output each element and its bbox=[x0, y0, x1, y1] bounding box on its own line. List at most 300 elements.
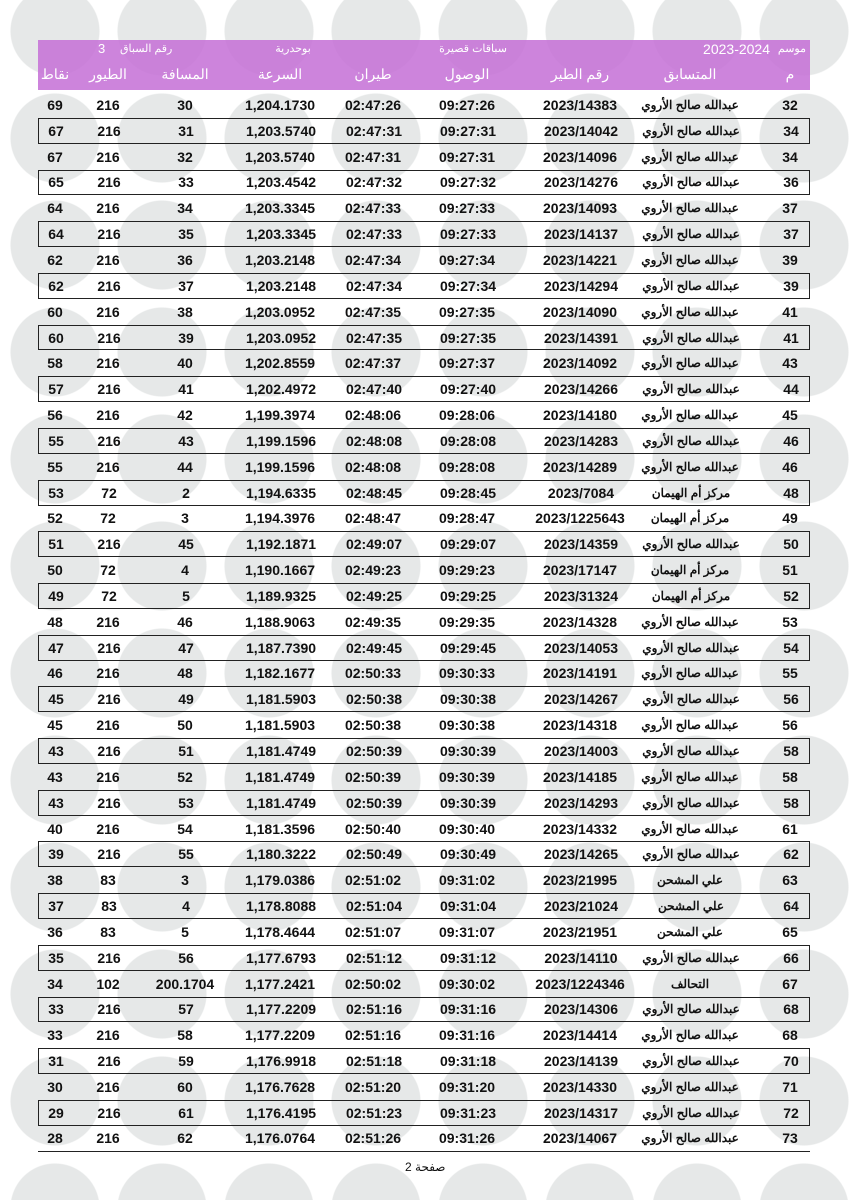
cell-arrival: 09:30:39 bbox=[439, 743, 497, 760]
cell-points: 64 bbox=[47, 200, 63, 217]
cell-distance: 46 bbox=[177, 613, 193, 630]
cell-distance: 49 bbox=[178, 691, 194, 708]
cell-arrival: 09:27:26 bbox=[438, 96, 496, 113]
cell-rank: 34 bbox=[783, 122, 799, 139]
cell-arrival: 09:27:34 bbox=[439, 277, 497, 294]
cell-ring: 2023/14283 bbox=[544, 432, 618, 449]
table-row bbox=[38, 712, 810, 738]
cell-competitor: عبدالله صالح الأروي bbox=[641, 1028, 739, 1043]
cell-ring: 2023/14003 bbox=[544, 743, 618, 760]
table-row bbox=[38, 816, 810, 842]
cell-rank: 39 bbox=[782, 251, 798, 268]
cell-birds: 72 bbox=[101, 484, 117, 501]
cell-rank: 43 bbox=[782, 355, 798, 372]
cell-arrival: 09:27:40 bbox=[439, 381, 497, 398]
table-row bbox=[38, 997, 810, 1023]
cell-speed: 1,204.1730 bbox=[244, 96, 316, 113]
cell-birds: 216 bbox=[96, 303, 120, 320]
cell-flight: 02:50:39 bbox=[345, 794, 403, 811]
table-row bbox=[38, 790, 810, 816]
cell-birds: 216 bbox=[97, 226, 121, 243]
cell-speed: 1,202.8559 bbox=[244, 355, 316, 372]
cell-distance: 44 bbox=[177, 458, 193, 475]
cell-distance: 56 bbox=[178, 949, 194, 966]
cell-ring: 2023/14137 bbox=[544, 226, 618, 243]
cell-arrival: 09:27:33 bbox=[439, 226, 497, 243]
cell-distance: 47 bbox=[178, 639, 194, 656]
cell-points: 65 bbox=[48, 174, 64, 191]
cell-rank: 72 bbox=[783, 1104, 799, 1121]
cell-competitor: عبدالله صالح الأروي bbox=[642, 1054, 740, 1069]
cell-birds: 216 bbox=[97, 122, 121, 139]
cell-speed: 1,181.4749 bbox=[245, 794, 317, 811]
col-flight: طيران bbox=[354, 66, 392, 82]
table-row bbox=[38, 170, 810, 196]
cell-points: 67 bbox=[47, 148, 63, 165]
table-row bbox=[38, 1074, 810, 1100]
cell-ring: 2023/7084 bbox=[547, 484, 615, 501]
cell-competitor: عبدالله صالح الأروي bbox=[642, 433, 740, 448]
cell-ring: 2023/1224346 bbox=[535, 975, 625, 992]
cell-distance: 35 bbox=[178, 226, 194, 243]
cell-birds: 216 bbox=[97, 432, 121, 449]
cell-rank: 58 bbox=[783, 794, 799, 811]
cell-ring: 2023/14383 bbox=[543, 96, 617, 113]
cell-flight: 02:51:07 bbox=[344, 923, 402, 940]
cell-arrival: 09:28:06 bbox=[438, 407, 496, 424]
cell-competitor: عبدالله صالح الأروي bbox=[642, 692, 740, 707]
cell-birds: 216 bbox=[97, 174, 121, 191]
cell-rank: 65 bbox=[782, 923, 798, 940]
cell-flight: 02:47:35 bbox=[345, 329, 403, 346]
table-row bbox=[38, 428, 810, 454]
cell-speed: 1,179.0386 bbox=[244, 872, 316, 889]
cell-speed: 1,176.7628 bbox=[244, 1078, 316, 1095]
table-row bbox=[38, 971, 810, 997]
table-row bbox=[38, 609, 810, 635]
cell-points: 60 bbox=[47, 303, 63, 320]
cell-rank: 46 bbox=[782, 458, 798, 475]
cell-speed: 1,199.3974 bbox=[244, 407, 316, 424]
cell-ring: 2023/14276 bbox=[544, 174, 618, 191]
cell-points: 52 bbox=[47, 510, 63, 527]
cell-arrival: 09:31:23 bbox=[439, 1104, 497, 1121]
cell-ring: 2023/14359 bbox=[544, 536, 618, 553]
cell-birds: 216 bbox=[97, 794, 121, 811]
cell-arrival: 09:30:49 bbox=[439, 846, 497, 863]
cell-flight: 02:48:06 bbox=[344, 407, 402, 424]
table-row bbox=[38, 350, 810, 376]
cell-speed: 1,194.3976 bbox=[244, 510, 316, 527]
cell-distance: 60 bbox=[177, 1078, 193, 1095]
cell-rank: 68 bbox=[783, 1001, 799, 1018]
cell-distance: 36 bbox=[177, 251, 193, 268]
cell-distance: 30 bbox=[177, 96, 193, 113]
cell-distance: 45 bbox=[178, 536, 194, 553]
cell-flight: 02:47:31 bbox=[345, 122, 403, 139]
cell-speed: 1,192.1871 bbox=[245, 536, 317, 553]
cell-points: 30 bbox=[47, 1078, 63, 1095]
cell-arrival: 09:28:45 bbox=[439, 484, 497, 501]
cell-competitor: مركز أم الهيمان bbox=[650, 563, 730, 578]
cell-arrival: 09:27:32 bbox=[439, 174, 497, 191]
col-points: نقاط bbox=[40, 66, 70, 82]
race-number-label: رقم السباق bbox=[120, 43, 173, 55]
season-label: موسم bbox=[777, 43, 806, 55]
table-row bbox=[38, 376, 810, 402]
cell-points: 64 bbox=[48, 226, 64, 243]
cell-distance: 34 bbox=[177, 200, 193, 217]
cell-birds: 216 bbox=[96, 355, 120, 372]
cell-speed: 1,177.6793 bbox=[245, 949, 317, 966]
cell-flight: 02:48:08 bbox=[345, 432, 403, 449]
cell-ring: 2023/14110 bbox=[544, 949, 618, 966]
cell-flight: 02:47:35 bbox=[344, 303, 402, 320]
cell-arrival: 09:29:45 bbox=[439, 639, 497, 656]
cell-flight: 02:51:26 bbox=[344, 1130, 402, 1147]
cell-points: 55 bbox=[47, 458, 63, 475]
cell-flight: 02:50:39 bbox=[345, 743, 403, 760]
table-row bbox=[38, 686, 810, 712]
cell-birds: 216 bbox=[96, 148, 120, 165]
cell-ring: 2023/1225643 bbox=[535, 510, 625, 527]
cell-speed: 1,203.3345 bbox=[244, 200, 316, 217]
cell-arrival: 09:27:35 bbox=[438, 303, 496, 320]
cell-flight: 02:51:04 bbox=[345, 898, 403, 915]
cell-competitor: علي المشحن bbox=[657, 873, 723, 888]
table-row bbox=[38, 919, 810, 945]
cell-competitor: عبدالله صالح الأروي bbox=[641, 821, 739, 836]
cell-speed: 1,181.5903 bbox=[245, 691, 317, 708]
table-row bbox=[38, 144, 810, 170]
cell-arrival: 09:28:47 bbox=[438, 510, 496, 527]
cell-arrival: 09:27:34 bbox=[438, 251, 496, 268]
cell-flight: 02:50:49 bbox=[345, 846, 403, 863]
cell-competitor: عبدالله صالح الأروي bbox=[641, 201, 739, 216]
cell-competitor: عبدالله صالح الأروي bbox=[641, 666, 739, 681]
table-row bbox=[38, 480, 810, 506]
cell-distance: 50 bbox=[177, 717, 193, 734]
table-row bbox=[38, 454, 810, 480]
cell-arrival: 09:31:16 bbox=[439, 1001, 497, 1018]
table-row bbox=[38, 841, 810, 867]
cell-competitor: عبدالله صالح الأروي bbox=[642, 640, 740, 655]
cell-flight: 02:50:02 bbox=[344, 975, 402, 992]
cell-distance: 55 bbox=[178, 846, 194, 863]
cell-arrival: 09:31:16 bbox=[438, 1027, 496, 1044]
cell-speed: 1,187.7390 bbox=[245, 639, 317, 656]
cell-rank: 41 bbox=[783, 329, 799, 346]
cell-flight: 02:47:33 bbox=[345, 226, 403, 243]
cell-rank: 56 bbox=[783, 691, 799, 708]
cell-speed: 1,181.5903 bbox=[244, 717, 316, 734]
cell-flight: 02:49:07 bbox=[345, 536, 403, 553]
cell-distance: 38 bbox=[177, 303, 193, 320]
cell-flight: 02:47:37 bbox=[344, 355, 402, 372]
cell-flight: 02:51:20 bbox=[344, 1078, 402, 1095]
table-row bbox=[38, 1022, 810, 1048]
cell-distance: 4 bbox=[182, 898, 190, 915]
cell-ring: 2023/14328 bbox=[543, 613, 617, 630]
cell-speed: 1,188.9063 bbox=[244, 613, 316, 630]
cell-distance: 5 bbox=[181, 923, 189, 940]
cell-birds: 216 bbox=[96, 717, 120, 734]
cell-arrival: 09:31:12 bbox=[439, 949, 497, 966]
cell-distance: 51 bbox=[178, 743, 194, 760]
cell-distance: 4 bbox=[181, 562, 189, 579]
cell-rank: 41 bbox=[782, 303, 798, 320]
cell-ring: 2023/21995 bbox=[543, 872, 617, 889]
cell-points: 51 bbox=[48, 536, 64, 553]
table-row bbox=[38, 247, 810, 273]
cell-speed: 1,178.8088 bbox=[245, 898, 317, 915]
cell-competitor: عبدالله صالح الأروي bbox=[641, 304, 739, 319]
cell-points: 47 bbox=[48, 639, 64, 656]
cell-distance: 41 bbox=[178, 381, 194, 398]
cell-rank: 49 bbox=[782, 510, 798, 527]
table-row bbox=[38, 118, 810, 144]
cell-points: 28 bbox=[47, 1130, 63, 1147]
cell-rank: 64 bbox=[783, 898, 799, 915]
table-row bbox=[38, 299, 810, 325]
cell-speed: 1,177.2209 bbox=[245, 1001, 317, 1018]
table-row bbox=[38, 1048, 810, 1074]
table-row bbox=[38, 1126, 810, 1152]
cell-ring: 2023/21951 bbox=[543, 923, 617, 940]
cell-points: 67 bbox=[48, 122, 64, 139]
cell-flight: 02:50:40 bbox=[344, 820, 402, 837]
cell-flight: 02:50:39 bbox=[344, 768, 402, 785]
cell-rank: 32 bbox=[782, 96, 798, 113]
table-row bbox=[38, 221, 810, 247]
cell-points: 39 bbox=[48, 846, 64, 863]
cell-competitor: عبدالله صالح الأروي bbox=[642, 950, 740, 965]
cell-arrival: 09:28:08 bbox=[438, 458, 496, 475]
table-row bbox=[38, 661, 810, 687]
cell-birds: 216 bbox=[96, 251, 120, 268]
cell-competitor: عبدالله صالح الأروي bbox=[642, 227, 740, 242]
cell-competitor: عبدالله صالح الأروي bbox=[642, 382, 740, 397]
cell-birds: 216 bbox=[97, 743, 121, 760]
cell-speed: 1,203.4542 bbox=[245, 174, 317, 191]
cell-competitor: عبدالله صالح الأروي bbox=[641, 614, 739, 629]
cell-rank: 45 bbox=[782, 407, 798, 424]
cell-arrival: 09:27:31 bbox=[439, 122, 497, 139]
cell-points: 38 bbox=[47, 872, 63, 889]
cell-flight: 02:50:38 bbox=[344, 717, 402, 734]
cell-birds: 216 bbox=[97, 381, 121, 398]
cell-ring: 2023/14139 bbox=[544, 1053, 618, 1070]
cell-flight: 02:47:40 bbox=[345, 381, 403, 398]
cell-arrival: 09:30:39 bbox=[438, 768, 496, 785]
cell-competitor: عبدالله صالح الأروي bbox=[642, 795, 740, 810]
cell-flight: 02:47:34 bbox=[344, 251, 402, 268]
cell-birds: 216 bbox=[96, 768, 120, 785]
cell-rank: 46 bbox=[783, 432, 799, 449]
col-rank: م bbox=[785, 66, 795, 82]
results-table bbox=[38, 92, 810, 1152]
cell-flight: 02:51:23 bbox=[345, 1104, 403, 1121]
table-row bbox=[38, 531, 810, 557]
cell-arrival: 09:31:07 bbox=[438, 923, 496, 940]
cell-flight: 02:49:25 bbox=[345, 587, 403, 604]
cell-speed: 1,181.3596 bbox=[244, 820, 316, 837]
cell-competitor: عبدالله صالح الأروي bbox=[641, 97, 739, 112]
cell-birds: 72 bbox=[100, 562, 116, 579]
table-header bbox=[38, 40, 810, 90]
cell-speed: 1,199.1596 bbox=[244, 458, 316, 475]
cell-distance: 58 bbox=[177, 1027, 193, 1044]
cell-arrival: 09:30:33 bbox=[438, 665, 496, 682]
table-row bbox=[38, 738, 810, 764]
cell-speed: 1,180.3222 bbox=[245, 846, 317, 863]
cell-points: 46 bbox=[47, 665, 63, 682]
cell-arrival: 09:30:38 bbox=[439, 691, 497, 708]
cell-ring: 2023/31324 bbox=[544, 587, 618, 604]
cell-distance: 42 bbox=[177, 407, 193, 424]
cell-distance: 37 bbox=[178, 277, 194, 294]
table-row bbox=[38, 1100, 810, 1126]
cell-speed: 1,182.1677 bbox=[244, 665, 316, 682]
cell-ring: 2023/14306 bbox=[544, 1001, 618, 1018]
cell-points: 35 bbox=[48, 949, 64, 966]
cell-flight: 02:50:38 bbox=[345, 691, 403, 708]
cell-speed: 1,176.9918 bbox=[245, 1053, 317, 1070]
cell-rank: 67 bbox=[782, 975, 798, 992]
cell-rank: 73 bbox=[782, 1130, 798, 1147]
cell-rank: 37 bbox=[783, 226, 799, 243]
cell-rank: 54 bbox=[783, 639, 799, 656]
cell-points: 60 bbox=[48, 329, 64, 346]
cell-birds: 216 bbox=[96, 613, 120, 630]
cell-ring: 2023/14067 bbox=[543, 1130, 617, 1147]
table-row bbox=[38, 506, 810, 532]
cell-arrival: 09:29:23 bbox=[438, 562, 496, 579]
cell-flight: 02:49:35 bbox=[344, 613, 402, 630]
cell-birds: 216 bbox=[96, 96, 120, 113]
cell-points: 33 bbox=[48, 1001, 64, 1018]
col-distance: المسافة bbox=[161, 66, 209, 82]
cell-rank: 56 bbox=[782, 717, 798, 734]
cell-points: 29 bbox=[48, 1104, 64, 1121]
cell-speed: 1,202.4972 bbox=[245, 381, 317, 398]
cell-flight: 02:49:45 bbox=[345, 639, 403, 656]
cell-speed: 1,203.2148 bbox=[245, 277, 317, 294]
cell-arrival: 09:29:07 bbox=[439, 536, 497, 553]
table-row bbox=[38, 583, 810, 609]
table-row bbox=[38, 893, 810, 919]
cell-birds: 216 bbox=[97, 277, 121, 294]
cell-speed: 1,176.4195 bbox=[245, 1104, 317, 1121]
cell-rank: 68 bbox=[782, 1027, 798, 1044]
cell-points: 43 bbox=[48, 794, 64, 811]
cell-speed: 1,203.5740 bbox=[244, 148, 316, 165]
cell-competitor: عبدالله صالح الأروي bbox=[641, 459, 739, 474]
cell-birds: 216 bbox=[96, 1078, 120, 1095]
cell-arrival: 09:31:18 bbox=[439, 1053, 497, 1070]
cell-speed: 1,203.0952 bbox=[245, 329, 317, 346]
cell-speed: 1,203.3345 bbox=[245, 226, 317, 243]
cell-arrival: 09:31:26 bbox=[438, 1130, 496, 1147]
cell-speed: 1,199.1596 bbox=[245, 432, 317, 449]
cell-birds: 216 bbox=[97, 1053, 121, 1070]
cell-ring: 2023/14185 bbox=[543, 768, 617, 785]
cell-ring: 2023/14318 bbox=[543, 717, 617, 734]
cell-distance: 2 bbox=[182, 484, 190, 501]
cell-rank: 36 bbox=[783, 174, 799, 191]
cell-points: 45 bbox=[48, 691, 64, 708]
cell-distance: 3 bbox=[181, 872, 189, 889]
cell-arrival: 09:27:37 bbox=[438, 355, 496, 372]
cell-rank: 58 bbox=[782, 768, 798, 785]
cell-ring: 2023/14332 bbox=[543, 820, 617, 837]
cell-distance: 59 bbox=[178, 1053, 194, 1070]
cell-arrival: 09:27:35 bbox=[439, 329, 497, 346]
cell-distance: 40 bbox=[177, 355, 193, 372]
cell-flight: 02:51:16 bbox=[344, 1027, 402, 1044]
cell-birds: 216 bbox=[97, 691, 121, 708]
cell-points: 37 bbox=[48, 898, 64, 915]
table-row bbox=[38, 402, 810, 428]
cell-distance: 5 bbox=[182, 587, 190, 604]
cell-flight: 02:47:26 bbox=[344, 96, 402, 113]
col-competitor: المتسابق bbox=[663, 66, 717, 82]
cell-points: 43 bbox=[47, 768, 63, 785]
cell-birds: 72 bbox=[101, 587, 117, 604]
cell-flight: 02:47:34 bbox=[345, 277, 403, 294]
table-row bbox=[38, 92, 810, 118]
cell-ring: 2023/14042 bbox=[544, 122, 618, 139]
cell-speed: 1,176.0764 bbox=[244, 1130, 316, 1147]
cell-distance: 32 bbox=[177, 148, 193, 165]
cell-arrival: 09:31:20 bbox=[438, 1078, 496, 1095]
cell-competitor: عبدالله صالح الأروي bbox=[641, 149, 739, 164]
cell-birds: 216 bbox=[96, 1027, 120, 1044]
table-row bbox=[38, 764, 810, 790]
cell-flight: 02:51:18 bbox=[345, 1053, 403, 1070]
col-birds: الطيور bbox=[89, 66, 127, 82]
cell-rank: 37 bbox=[782, 200, 798, 217]
cell-flight: 02:49:23 bbox=[344, 562, 402, 579]
table-row bbox=[38, 867, 810, 893]
cell-ring: 2023/14053 bbox=[544, 639, 618, 656]
cell-competitor: مركز أم الهيمان bbox=[651, 588, 731, 603]
cell-rank: 48 bbox=[783, 484, 799, 501]
cell-speed: 1,177.2421 bbox=[244, 975, 316, 992]
table-row bbox=[38, 195, 810, 221]
cell-birds: 216 bbox=[96, 407, 120, 424]
cell-competitor: عبدالله صالح الأروي bbox=[641, 408, 739, 423]
table-row bbox=[38, 945, 810, 971]
cell-speed: 1,194.6335 bbox=[245, 484, 317, 501]
cell-ring: 2023/14090 bbox=[543, 303, 617, 320]
cell-points: 36 bbox=[47, 923, 63, 940]
cell-ring: 2023/14317 bbox=[544, 1104, 618, 1121]
cell-points: 50 bbox=[47, 562, 63, 579]
col-speed: السرعة bbox=[257, 66, 303, 82]
cell-ring: 2023/14093 bbox=[543, 200, 617, 217]
table-row bbox=[38, 557, 810, 583]
cell-competitor: عبدالله صالح الأروي bbox=[642, 847, 740, 862]
cell-competitor: عبدالله صالح الأروي bbox=[641, 356, 739, 371]
cell-flight: 02:48:47 bbox=[344, 510, 402, 527]
cell-points: 56 bbox=[47, 407, 63, 424]
cell-flight: 02:48:08 bbox=[344, 458, 402, 475]
cell-points: 33 bbox=[47, 1027, 63, 1044]
cell-ring: 2023/14391 bbox=[544, 329, 618, 346]
cell-ring: 2023/14180 bbox=[543, 407, 617, 424]
cell-competitor: عبدالله صالح الأروي bbox=[642, 123, 740, 138]
